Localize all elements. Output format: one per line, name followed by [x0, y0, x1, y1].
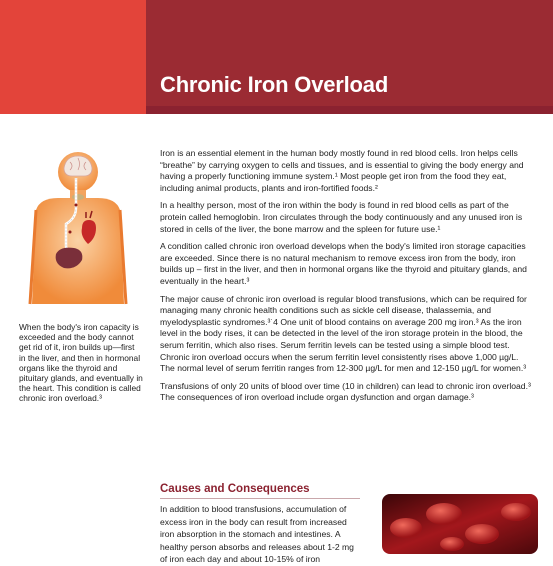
- blood-vessel-photo: [382, 494, 538, 554]
- page-title: Chronic Iron Overload: [160, 72, 389, 97]
- paragraph: Transfusions of only 20 units of blood over time (10 in children) can lead to chronic iron overload.³ The consequences of iron overload include organ dysfunction and organ damage.³: [160, 380, 531, 403]
- body-iron-illustration: [26, 148, 130, 306]
- paragraph: In a healthy person, most of the iron within the body is found in red blood cells as part of the protein called hemoglobin. Iron circulates through the body continuously and any unused iron is stored in cells of the liver, the bone marrow and the spleen for future use.¹: [160, 200, 523, 234]
- section-divider: [160, 498, 360, 499]
- figure-caption: When the body's iron capacity is exceeded and the body cannot get rid of it, iron builds up—first in the liver, and then in hormonal organs like the thyroid and pituitary glands, and eventually in the heart. This condition is called chronic iron overload.³: [19, 322, 143, 404]
- paragraph: The major cause of chronic iron overload is regular blood transfusions, which can be required for managing many chronic health conditions such as sickle cell disease, thalassemia, and myelodysplastic syndromes.³˙4 One unit of blood contains on average 200 mg iron.³ As the iron level in the body rises, it can be detected in the level of the iron storage protein in the blood, the serum ferritin, which also rises. Serum ferritin levels can be tested using a simple blood test. Chronic iron overload occurs when the serum ferritin level consistently rises above 1,000 µg/L. The normal level of serum ferritin ranges from 12-300 µg/L for men and 12-150 µg/L for women.³: [160, 293, 527, 374]
- section-text: In addition to blood transfusions, accumulation of excess iron in the body can result from increased iron absorption in the stomach and intestines. A healthy person absorbs and releases about 1-2 mg of iron each day and about 10-15% of iron: [160, 504, 354, 565]
- paragraph: A condition called chronic iron overload develops when the body's limited iron storage capacities are exceeded. Since there is no natural mechanism to remove excess iron from the body, iron builds up – first in the liver, and then in hormonal organs like the thyroid and pituitary glands, and eventually in the heart.³: [160, 241, 527, 286]
- article-body: [160, 148, 535, 410]
- section-heading: Causes and Consequences: [160, 483, 310, 495]
- header-banner-accent: [0, 0, 146, 114]
- paragraph: Iron is an essential element in the human body mostly found in red blood cells. Iron helps cells “breathe” by carrying oxygen to cells and tissues, and is essential to giving the body energy and having a properly functioning immune system.¹ Most people get iron from the food they eat, including animal products, plants and iron-fortified foods.²: [160, 148, 524, 193]
